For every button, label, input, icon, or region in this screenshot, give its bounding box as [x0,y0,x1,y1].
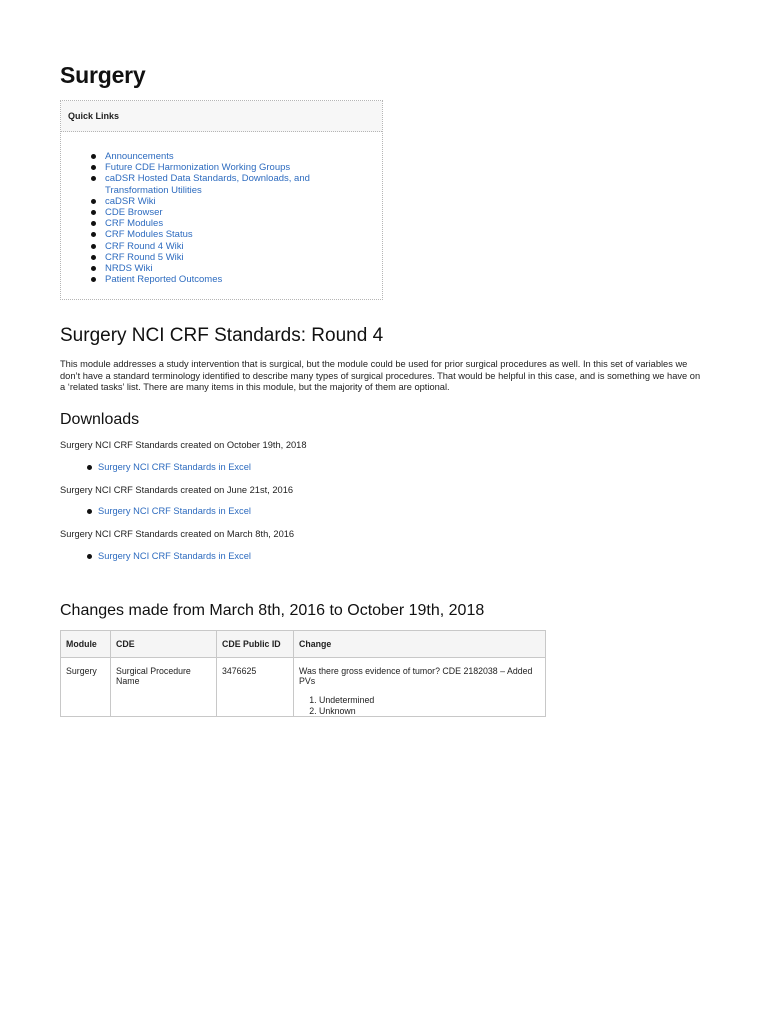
change-value-item: 1. Undetermined [319,695,540,706]
quick-link-nrds-wiki[interactable]: NRDS Wiki [105,263,153,275]
change-description: Was there gross evidence of tumor? CDE 2182038 – Added PVs [299,666,533,686]
change-value-list [299,695,540,716]
quick-links-header: Quick Links [61,101,382,132]
quick-link-pro[interactable]: Patient Reported Outcomes [105,274,223,286]
quick-link-item [89,162,374,173]
quick-link-crf-round-5[interactable]: CRF Round 5 Wiki [105,251,184,263]
bullet-icon [91,221,96,226]
column-header-cde: CDE [111,631,217,658]
quick-link-crf-modules[interactable]: CRF Modules [105,218,164,230]
bullet-icon [91,210,96,215]
bullet-icon [91,255,96,260]
changes-table [60,630,546,717]
quick-links-list [89,151,374,285]
column-header-change: Change [294,631,546,658]
bullet-icon [87,509,92,514]
bullet-icon [91,277,96,282]
quick-link-item [89,207,374,218]
quick-link-cadsr-wiki[interactable]: caDSR Wiki [105,195,156,207]
cell-change [294,658,546,717]
table-header-row [61,631,546,658]
bullet-icon [91,244,96,249]
download-excel-link[interactable]: Surgery NCI CRF Standards in Excel [98,462,251,472]
quick-link-announcements[interactable]: Announcements [105,151,174,162]
bullet-icon [91,232,96,237]
section-title-changes: Changes made from March 8th, 2016 to October 19th, 2018 [60,602,485,619]
quick-link-item [89,173,374,195]
change-value-item: 2. Unknown [319,706,540,717]
quick-link-item [89,274,374,285]
cell-cde: Surgical Procedure Name [111,658,217,717]
quick-link-item [89,151,374,162]
download-created-text: Surgery NCI CRF Standards created on March 8th, 2016 [60,529,295,539]
download-created-text: Surgery NCI CRF Standards created on October 19th, 2018 [60,440,307,450]
quick-link-cadsr-hosted[interactable]: caDSR Hosted Data Standards, Downloads, and Transformation Utilities [105,173,310,196]
quick-link-item [89,218,374,229]
cell-module: Surgery [61,658,111,717]
bullet-icon [91,266,96,271]
bullet-icon [87,465,92,470]
intro-paragraph: This module addresses a study intervention that is surgical, but the module could be used for prior surgical procedures as well. In this set of variables we don’t have a standard terminology identified to describe many types of surgical procedures. That would be helpful in this case, and is something we have on a ‘related tasks’ list. There are many items in this module, but the majority of them are optional. [60,359,701,393]
quick-link-future-cde[interactable]: Future CDE Harmonization Working Groups [105,162,291,174]
download-list-item [84,551,251,561]
bullet-icon [91,199,96,204]
quick-links-panel [60,100,383,300]
download-excel-link[interactable]: Surgery NCI CRF Standards in Excel [98,551,251,561]
quick-link-crf-round-4[interactable]: CRF Round 4 Wiki [105,240,184,252]
download-list-item [84,462,251,472]
quick-link-item [89,241,374,252]
column-header-module: Module [61,631,111,658]
quick-link-cde-browser[interactable]: CDE Browser [105,207,163,219]
quick-link-item [89,196,374,207]
bullet-icon [91,154,96,159]
download-created-text: Surgery NCI CRF Standards created on June 21st, 2016 [60,485,294,495]
bullet-icon [91,176,96,181]
section-title-round-4: Surgery NCI CRF Standards: Round 4 [60,325,384,346]
quick-link-crf-modules-status[interactable]: CRF Modules Status [105,229,193,241]
download-list-item [84,506,251,516]
section-title-downloads: Downloads [60,411,140,428]
bullet-icon [91,165,96,170]
quick-link-item [89,263,374,274]
table-row [61,658,546,717]
bullet-icon [87,554,92,559]
quick-link-item [89,252,374,263]
column-header-public-id: CDE Public ID [217,631,294,658]
page-title: Surgery [60,62,146,88]
download-excel-link[interactable]: Surgery NCI CRF Standards in Excel [98,506,251,516]
cell-public-id: 3476625 [217,658,294,717]
quick-link-item [89,229,374,240]
